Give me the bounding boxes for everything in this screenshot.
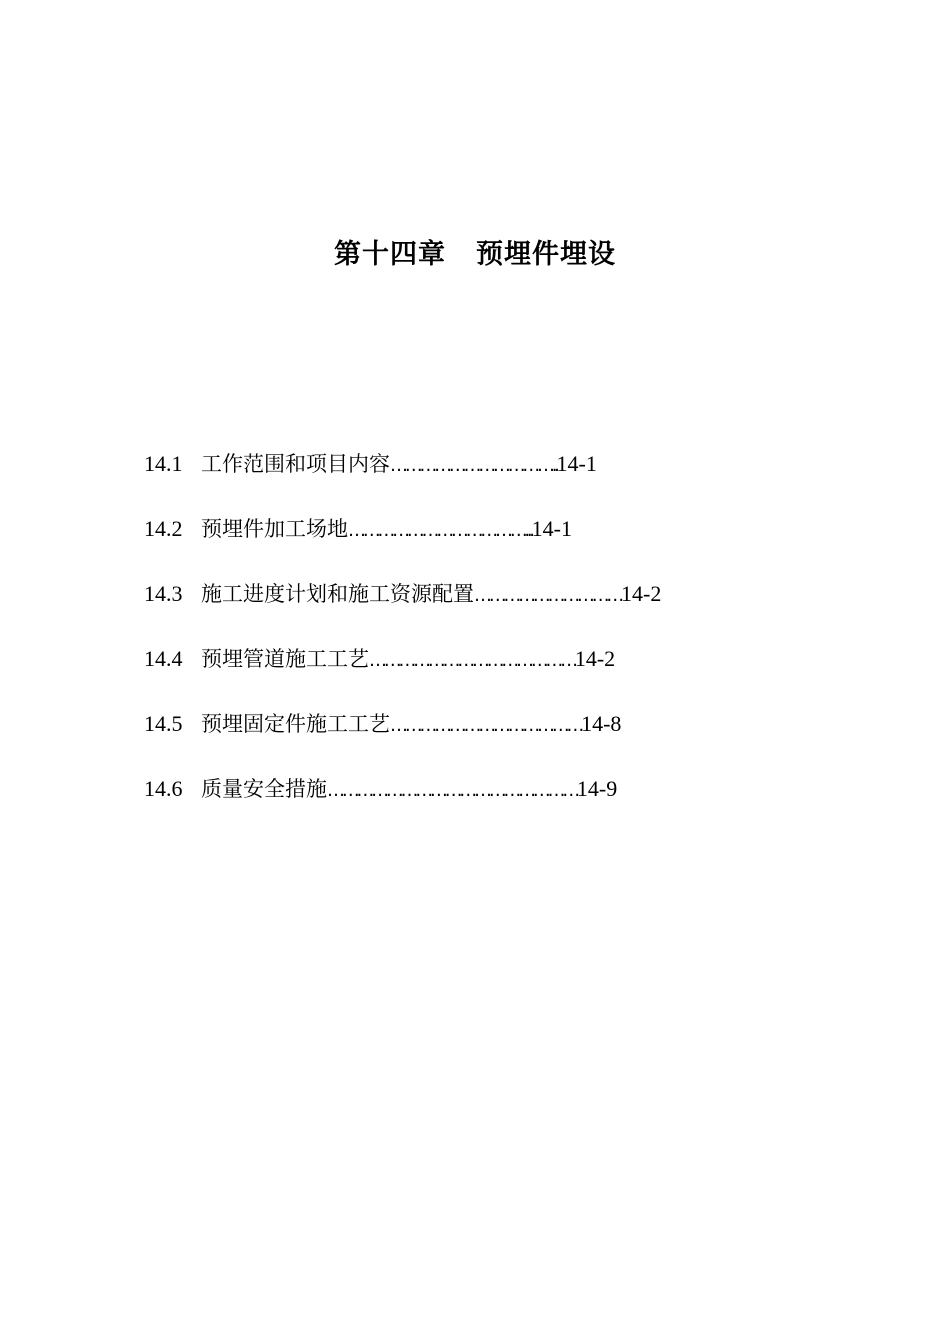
table-of-contents [144, 446, 804, 836]
toc-entry[interactable] [144, 446, 804, 511]
chapter-title [0, 232, 950, 271]
toc-entry-title: 施工进度计划和施工资源配置 [201, 582, 474, 606]
toc-page-number: 14-1 [531, 516, 572, 541]
toc-page-number: 14-1 [556, 451, 597, 476]
toc-leader-dots: …………………………………………… [327, 780, 577, 801]
toc-leader-dots: …………………………….. [390, 455, 557, 476]
toc-entry-title: 预埋固定件施工工艺 [201, 712, 390, 736]
toc-section-number: 14.4 [144, 646, 183, 671]
toc-entry[interactable] [144, 641, 804, 706]
toc-entry-title: 工作范围和项目内容 [201, 452, 390, 476]
toc-section-number: 14.2 [144, 516, 183, 541]
toc-section-number: 14.5 [144, 711, 183, 736]
chapter-name: 预埋件埋设 [476, 239, 616, 270]
toc-leader-dots: ………………………………… [390, 715, 582, 736]
toc-leader-dots: …………………………………… [369, 650, 575, 671]
toc-page-number: 14-9 [576, 776, 618, 801]
chapter-number: 第十四章 [334, 239, 446, 270]
toc-entry-title: 预埋件加工场地 [201, 517, 348, 541]
toc-entry[interactable] [144, 771, 804, 836]
toc-section-number: 14.1 [144, 451, 183, 476]
toc-leader-dots: ………………………… [474, 585, 622, 606]
toc-entry-title: 预埋管道施工工艺 [201, 647, 369, 671]
toc-page-number: 14-2 [621, 581, 662, 606]
toc-section-number: 14.6 [144, 776, 183, 801]
toc-page-number: 14-2 [574, 646, 616, 671]
toc-entry[interactable] [144, 706, 804, 771]
toc-entry[interactable] [144, 511, 804, 576]
toc-section-number: 14.3 [144, 581, 183, 606]
toc-leader-dots: ………………………………... [348, 520, 532, 541]
toc-page-number: 14-8 [581, 711, 622, 736]
toc-entry[interactable] [144, 576, 804, 641]
toc-entry-title: 质量安全措施 [201, 777, 327, 801]
